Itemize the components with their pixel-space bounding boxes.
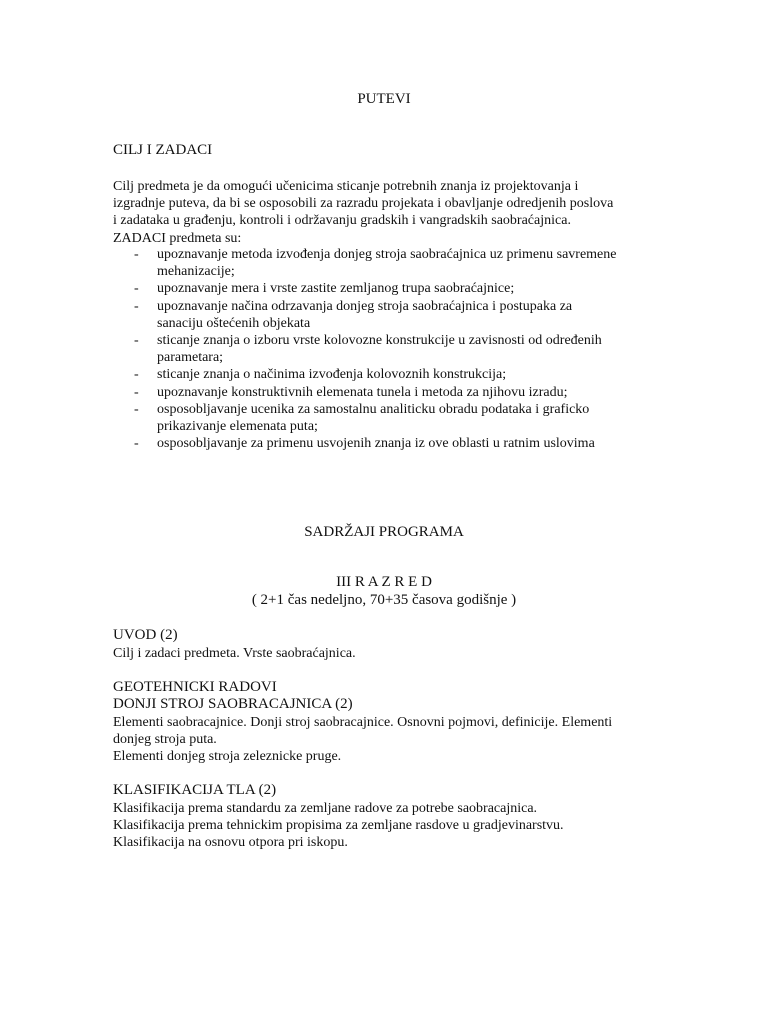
uvod-heading: UVOD (2) — [113, 627, 178, 643]
intro-line: Cilj predmeta je da omogući učenicima sticanje potrebnih znanja iz projektovanja i — [113, 179, 579, 194]
list-item: - osposobljavanje za primenu usvojenih znanja iz ove oblasti u ratnim uslovima — [134, 436, 595, 452]
list-item: - upoznavanje načina odrzavanja donjeg stroja saobraćajnica i postupaka za sanaciju oštećenih objekata — [134, 298, 573, 331]
hours-subheading: ( 2+1 čas nedeljno, 70+35 časova godišnje ) — [251, 592, 517, 608]
list-item: - upoznavanje metoda izvođenja donjeg stroja saobraćajnica uz primenu savremene mehanizacije; — [134, 247, 617, 280]
klasifikacija-heading: KLASIFIKACIJA TLA (2) — [113, 782, 277, 798]
klasifikacija-text: Klasifikacija prema standardu za zemljane radove za potrebe saobracajnica. Klasifikacija prema tehnickim propisima za zemljane rasdove u gradjevinarstvu. Klasifikacija na osnovu otpora pri iskopu. — [113, 801, 564, 851]
bullet-dash: - — [134, 333, 139, 349]
intro-line: izgradnje puteva, da bi se osposobili za razradu projekata i obavljanje odredjenih poslova — [113, 196, 614, 212]
bullet-dash: - — [134, 367, 139, 383]
bullet-dash: - — [134, 436, 139, 452]
list-item: - upoznavanje mera i vrste zastite zemljanog trupa saobraćajnice; — [134, 281, 515, 297]
bullet-dash: - — [134, 384, 139, 400]
list-item: - upoznavanje konstruktivnih elemenata tunela i metoda za njihovu izradu; — [134, 384, 568, 400]
bullet-dash: - — [134, 247, 139, 262]
list-item: - sticanje znanja o izboru vrste kolovozne konstrukcije u zavisnosti od određenih parametara; — [134, 333, 602, 366]
grade-heading: III R A Z R E D — [336, 574, 432, 590]
intro-paragraph — [113, 178, 633, 247]
section-heading-goals: CILJ I ZADACI — [113, 142, 213, 158]
intro-line: i zadataka u građenju, kontroli i održavanju gradskih i vangradskih saobraćajnica. — [113, 213, 571, 229]
donji-stroj-heading: DONJI STROJ SAOBRACAJNICA (2) — [113, 696, 353, 712]
uvod-text: Cilj i zadaci predmeta. Vrste saobraćajnica. — [113, 646, 356, 661]
list-item: - osposobljavanje ucenika za samostalnu analiticku obradu podataka i graficko prikazivanje elemenata puta; — [134, 401, 590, 435]
tasks-intro-line: ZADACI predmeta su: — [113, 230, 242, 246]
document-title: PUTEVI — [357, 91, 411, 107]
geo-text: Elementi saobracajnice. Donji stroj saobracajnice. Osnovni pojmovi, definicije. Elementi donjeg stroja puta. Elementi donjeg stroja zeleznicke pruge. — [113, 715, 613, 765]
tasks-list — [113, 246, 673, 452]
program-heading: SADRŽAJI PROGRAMA — [304, 524, 464, 540]
bullet-dash: - — [134, 298, 139, 314]
bullet-dash: - — [134, 401, 139, 417]
geo-heading: GEOTEHNICKI RADOVI — [113, 679, 277, 695]
list-item: - sticanje znanja o načinima izvođenja kolovoznih konstrukcija; — [134, 367, 507, 383]
bullet-dash: - — [134, 281, 139, 297]
